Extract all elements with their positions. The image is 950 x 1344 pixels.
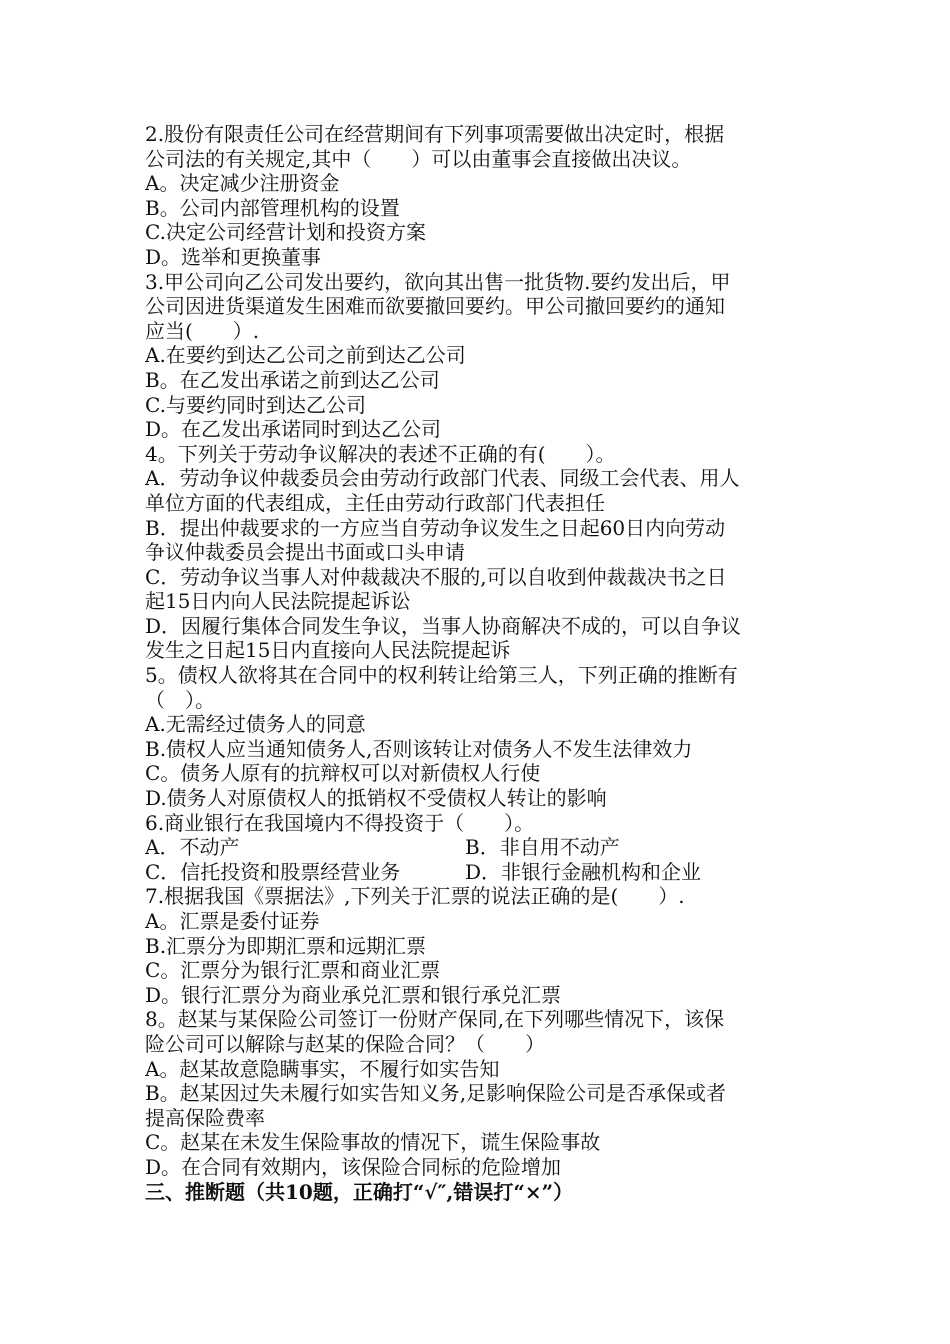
- option: B．提出仲裁要求的一方应当自劳动争议发生之日起60日内向劳动: [145, 515, 726, 540]
- option: 起15日内向人民法院提起诉讼: [145, 589, 411, 614]
- option: C。赵某在未发生保险事故的情况下，谎生保险事故: [145, 1130, 601, 1155]
- option-row: [145, 860, 815, 885]
- option: D。在合同有效期内，该保险合同标的危险增加: [145, 1154, 562, 1179]
- option: C.与要约同时到达乙公司: [145, 392, 366, 417]
- option: D。选举和更换董事: [145, 244, 322, 269]
- option: C．信托投资和股票经营业务: [145, 859, 401, 884]
- option: D．非银行金融机构和企业: [465, 859, 702, 884]
- option: A。决定减少注册资金: [145, 171, 340, 196]
- option-row: [145, 835, 815, 860]
- option: 单位方面的代表组成，主任由劳动行政部门代表担任: [145, 490, 605, 515]
- option: A．劳动争议仲裁委员会由劳动行政部门代表、同级工会代表、用人: [145, 466, 740, 491]
- option: A.在要约到达乙公司之前到达乙公司: [145, 343, 466, 368]
- option: C.决定公司经营计划和投资方案: [145, 220, 426, 245]
- question-stem: 公司因进货渠道发生困难而欲要撤回要约。甲公司撤回要约的通知: [145, 294, 725, 319]
- option: D。银行汇票分为商业承兑汇票和银行承兑汇票: [145, 982, 562, 1007]
- option: A．不动产: [145, 835, 240, 860]
- question-stem: 7.根据我国《票据法》,下列关于汇票的说法正确的是( ）.: [145, 884, 685, 909]
- question-4: [145, 442, 815, 663]
- option: B．非自用不动产: [465, 835, 620, 860]
- question-7: [145, 884, 815, 1007]
- question-stem: 3.甲公司向乙公司发出要约，欲向其出售一批货物.要约发出后，甲: [145, 269, 731, 294]
- section-heading: 三、推断题（共10题，正确打“√″,错误打“×”）: [145, 1179, 574, 1204]
- option: B。赵某因过失未履行如实告知义务,足影响保险公司是否承保或者: [145, 1081, 727, 1106]
- question-stem: 5。债权人欲将其在合同中的权利转让给第三人，下列正确的推断有: [145, 663, 738, 688]
- question-8: [145, 1007, 815, 1179]
- question-stem: 2.股份有限责任公司在经营期间有下列事项需要做出决定时，根据: [145, 122, 725, 146]
- option: D.债务人对原债权人的抵销权不受债权人转让的影响: [145, 786, 607, 811]
- question-3: [145, 270, 815, 442]
- question-stem: 4。下列关于劳动争议解决的表述不正确的有( ）。: [145, 441, 616, 466]
- option: 发生之日起15日内直接向人民法院提起诉: [145, 638, 511, 663]
- question-2: [145, 122, 815, 270]
- option: C。债务人原有的抗辩权可以对新债权人行使: [145, 761, 541, 786]
- option: B.汇票分为即期汇票和远期汇票: [145, 933, 427, 958]
- option: A.无需经过债务人的同意: [145, 712, 366, 737]
- question-stem: 8。赵某与某保险公司签订一份财产保同,在下列哪些情况下，该保: [145, 1007, 725, 1032]
- question-stem: （ ）。: [145, 687, 215, 712]
- question-stem: 险公司可以解除与赵某的保险合同？（ ）: [145, 1031, 545, 1056]
- question-stem: 应当( ）.: [145, 318, 260, 343]
- option: C．劳动争议当事人对仲裁裁决不服的,可以自收到仲裁裁决书之日: [145, 564, 727, 589]
- question-6: [145, 811, 815, 885]
- option: 争议仲裁委员会提出书面或口头申请: [145, 540, 465, 565]
- option: D。在乙发出承诺同时到达乙公司: [145, 417, 442, 442]
- option: A。汇票是委付证券: [145, 909, 320, 933]
- option: C。汇票分为银行汇票和商业汇票: [145, 958, 441, 983]
- question-stem: 6.商业银行在我国境内不得投资于（ ）。: [145, 810, 535, 835]
- option: B。在乙发出承诺之前到达乙公司: [145, 367, 440, 392]
- option: B。公司内部管理机构的设置: [145, 195, 400, 220]
- option: A。赵某故意隐瞒事实，不履行如实告知: [145, 1056, 500, 1081]
- option: D．因履行集体合同发生争议，当事人协商解决不成的，可以自争议: [145, 613, 742, 638]
- question-stem: 公司法的有关规定,其中（ ）可以由董事会直接做出决议。: [145, 146, 692, 171]
- option: B.债权人应当通知债务人,否则该转让对债务人不发生法律效力: [145, 736, 693, 761]
- question-5: [145, 663, 815, 811]
- option: 提高保险费率: [145, 1105, 265, 1130]
- document-page: [145, 122, 815, 1206]
